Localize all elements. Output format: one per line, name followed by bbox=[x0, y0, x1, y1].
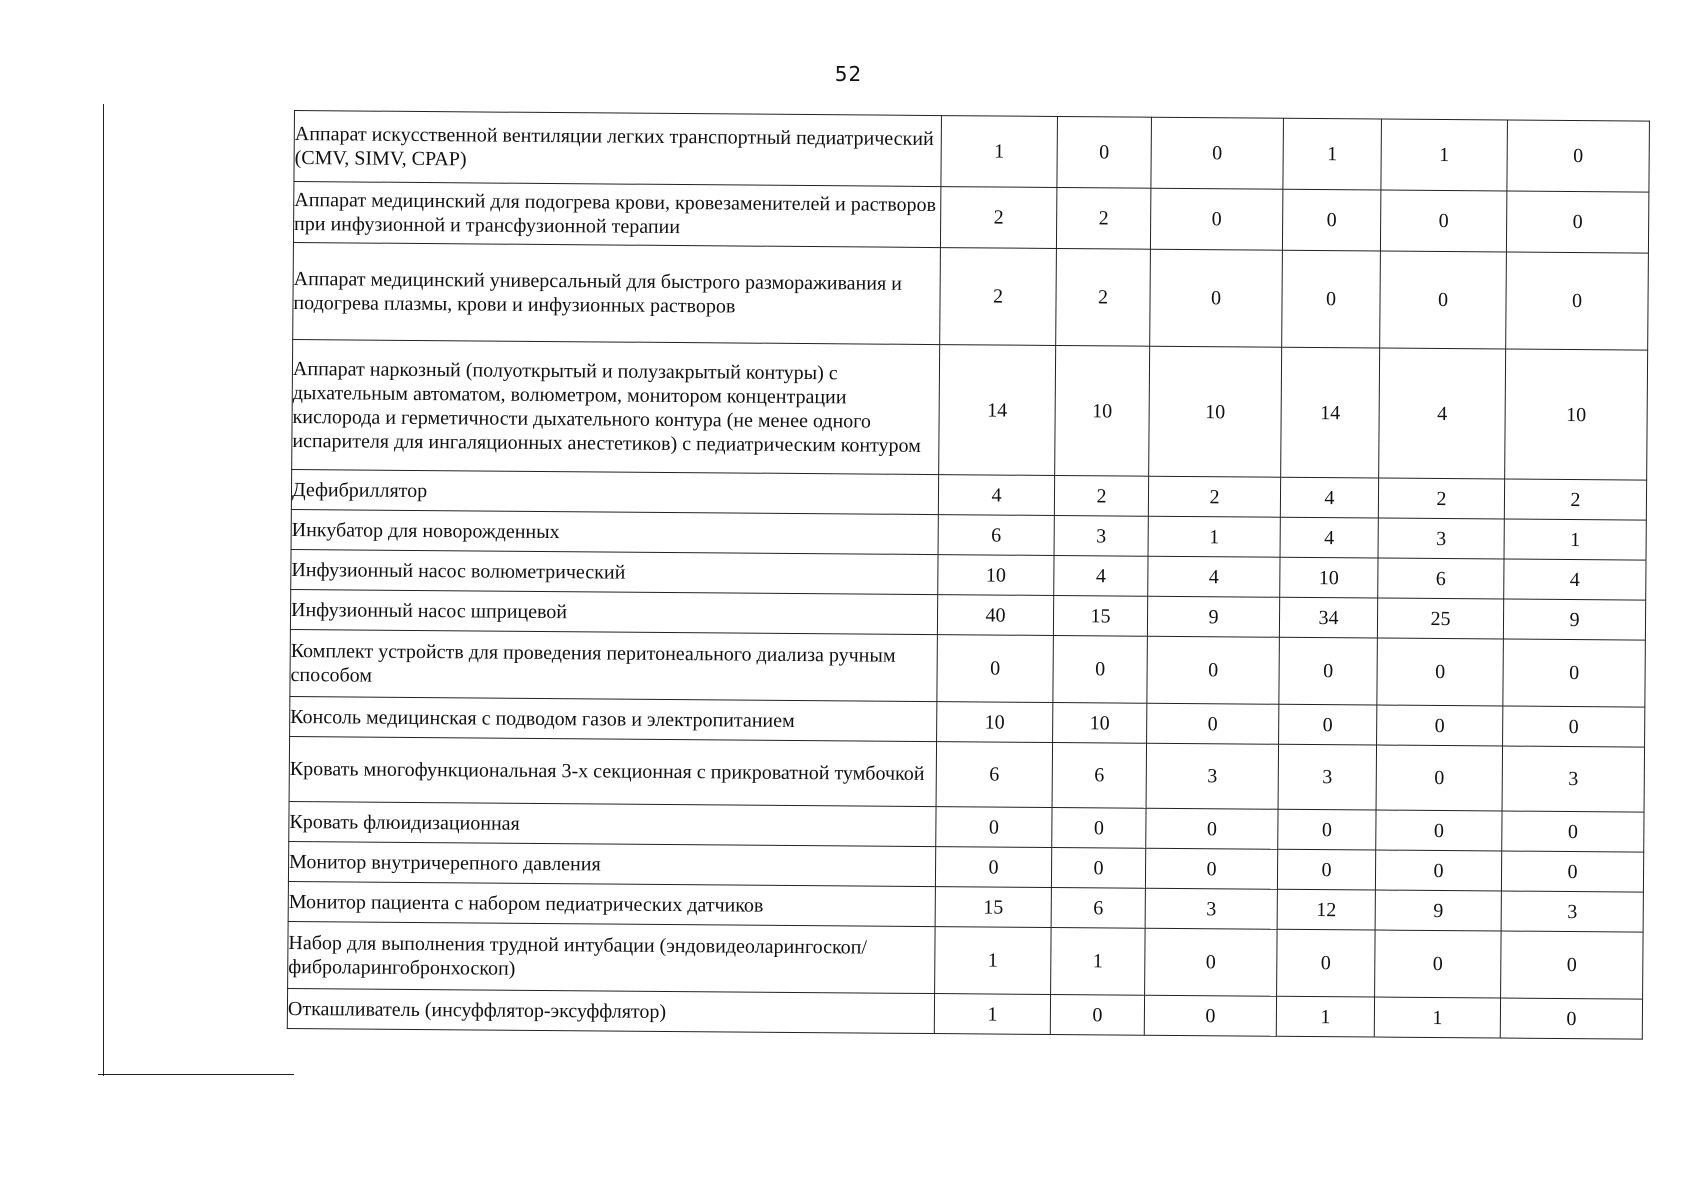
equipment-name-cell: Консоль медицинская с подводом газов и электропитанием bbox=[290, 696, 937, 741]
quantity-cell: 6 bbox=[1052, 742, 1147, 808]
quantity-cell: 1 bbox=[1283, 118, 1382, 190]
quantity-cell: 12 bbox=[1277, 889, 1375, 930]
quantity-cell: 2 bbox=[1056, 248, 1151, 346]
quantity-cell: 0 bbox=[1502, 811, 1644, 852]
left-column-bottom-border bbox=[98, 1074, 294, 1075]
quantity-cell: 4 bbox=[1504, 559, 1646, 600]
quantity-cell: 10 bbox=[938, 555, 1054, 596]
quantity-cell: 2 bbox=[1378, 478, 1504, 519]
quantity-cell: 15 bbox=[1053, 595, 1147, 636]
quantity-cell: 0 bbox=[1050, 994, 1144, 1035]
quantity-cell: 4 bbox=[1054, 555, 1148, 596]
quantity-cell: 2 bbox=[940, 248, 1057, 346]
equipment-name-cell: Аппарат искусственной вентиляции легких транспортный педиатрический (CMV, SIMV, CPAP) bbox=[294, 111, 942, 187]
quantity-cell: 0 bbox=[1052, 807, 1146, 848]
table-row bbox=[290, 629, 1645, 707]
equipment-name-cell: Инфузионный насос шприцевой bbox=[290, 589, 937, 634]
table-row bbox=[294, 111, 1650, 193]
quantity-cell: 0 bbox=[935, 847, 1051, 888]
quantity-cell: 0 bbox=[1380, 190, 1506, 252]
quantity-cell: 1 bbox=[1504, 519, 1646, 560]
quantity-cell: 0 bbox=[1377, 638, 1504, 706]
equipment-name-cell: Кровать многофункциональная 3-х секционная с прикроватной тумбочкой bbox=[289, 736, 936, 806]
quantity-cell: 0 bbox=[1146, 808, 1278, 849]
quantity-cell: 0 bbox=[1150, 249, 1283, 347]
quantity-cell: 0 bbox=[1278, 809, 1376, 850]
quantity-cell: 6 bbox=[1378, 558, 1504, 599]
equipment-name-cell: Аппарат медицинский для подогрева крови, кровезаменителей и растворов при инфузионной и трансфузионной терапии bbox=[293, 182, 940, 248]
quantity-cell: 0 bbox=[1375, 850, 1501, 891]
quantity-cell: 3 bbox=[1378, 518, 1504, 559]
equipment-name-cell: Комплект устройств для проведения перитонеального диализа ручным способом bbox=[290, 629, 938, 701]
equipment-name-cell: Инкубатор для новорожденных bbox=[291, 509, 938, 554]
quantity-cell: 0 bbox=[1150, 188, 1282, 250]
quantity-cell: 0 bbox=[1501, 931, 1644, 999]
quantity-cell: 10 bbox=[1055, 345, 1150, 476]
quantity-cell: 10 bbox=[1149, 346, 1282, 477]
quantity-cell: 10 bbox=[1280, 557, 1378, 598]
quantity-cell: 0 bbox=[1376, 810, 1502, 851]
quantity-cell: 1 bbox=[1276, 996, 1374, 1037]
quantity-cell: 15 bbox=[935, 887, 1051, 928]
quantity-cell: 0 bbox=[1506, 252, 1649, 350]
quantity-cell: 14 bbox=[939, 345, 1056, 476]
equipment-name-cell: Набор для выполнения трудной интубации (эндовидеоларингоскоп/фиброларингобронхоскоп) bbox=[288, 921, 936, 993]
quantity-cell: 0 bbox=[1051, 847, 1145, 888]
quantity-cell: 10 bbox=[1505, 349, 1648, 480]
quantity-cell: 0 bbox=[1500, 998, 1642, 1039]
quantity-cell: 4 bbox=[938, 475, 1054, 516]
quantity-cell: 3 bbox=[1278, 744, 1377, 810]
quantity-cell: 0 bbox=[1151, 117, 1284, 189]
quantity-cell: 1 bbox=[1374, 997, 1500, 1038]
quantity-cell: 10 bbox=[1053, 702, 1147, 743]
quantity-cell: 0 bbox=[1376, 745, 1503, 811]
quantity-cell: 0 bbox=[1145, 848, 1277, 889]
quantity-cell: 0 bbox=[1144, 995, 1276, 1036]
quantity-cell: 25 bbox=[1377, 598, 1503, 639]
quantity-cell: 2 bbox=[940, 187, 1056, 249]
quantity-cell: 6 bbox=[938, 515, 1054, 556]
quantity-cell: 0 bbox=[936, 807, 1052, 848]
quantity-cell: 0 bbox=[1507, 120, 1650, 192]
quantity-cell: 34 bbox=[1279, 597, 1377, 638]
table-row bbox=[293, 182, 1648, 254]
quantity-cell: 0 bbox=[1380, 251, 1507, 349]
quantity-cell: 3 bbox=[1501, 891, 1643, 932]
quantity-cell: 9 bbox=[1503, 599, 1645, 640]
quantity-cell: 0 bbox=[1375, 930, 1502, 998]
page-number: 52 bbox=[834, 62, 863, 86]
quantity-cell: 1 bbox=[935, 927, 1052, 995]
quantity-cell: 3 bbox=[1502, 746, 1645, 812]
quantity-cell: 0 bbox=[1147, 703, 1279, 744]
equipment-table-body bbox=[287, 111, 1649, 1040]
quantity-cell: 4 bbox=[1280, 477, 1378, 518]
equipment-name-cell: Аппарат медицинский универсальный для быстрого размораживания и подогрева плазмы, крови и инфузионных растворов bbox=[293, 242, 941, 344]
quantity-cell: 0 bbox=[1277, 929, 1376, 997]
quantity-cell: 0 bbox=[1282, 250, 1381, 348]
quantity-cell: 14 bbox=[1281, 347, 1380, 478]
quantity-cell: 1 bbox=[1051, 927, 1146, 995]
table-row bbox=[292, 339, 1648, 480]
quantity-cell: 6 bbox=[936, 742, 1053, 808]
equipment-table-wrapper bbox=[287, 110, 1649, 1040]
quantity-cell: 0 bbox=[1277, 849, 1375, 890]
equipment-name-cell: Кровать флюидизационная bbox=[289, 801, 936, 846]
quantity-cell: 4 bbox=[1280, 517, 1378, 558]
quantity-cell: 0 bbox=[1147, 636, 1280, 704]
quantity-cell: 3 bbox=[1145, 888, 1277, 929]
equipment-name-cell: Монитор внутричерепного давления bbox=[288, 841, 935, 886]
quantity-cell: 10 bbox=[937, 702, 1053, 743]
quantity-cell: 0 bbox=[1282, 189, 1380, 251]
quantity-cell: 2 bbox=[1504, 479, 1646, 520]
quantity-cell: 0 bbox=[1053, 635, 1148, 703]
quantity-cell: 0 bbox=[1503, 706, 1645, 747]
quantity-cell: 0 bbox=[1279, 704, 1377, 745]
quantity-cell: 2 bbox=[1054, 475, 1148, 516]
quantity-cell: 2 bbox=[1148, 476, 1280, 517]
quantity-cell: 0 bbox=[1279, 637, 1378, 705]
quantity-cell: 3 bbox=[1054, 515, 1148, 556]
quantity-cell: 6 bbox=[1051, 887, 1145, 928]
table-row bbox=[289, 736, 1644, 812]
quantity-cell: 0 bbox=[1503, 639, 1646, 707]
quantity-cell: 4 bbox=[1379, 348, 1506, 479]
quantity-cell: 9 bbox=[1375, 890, 1501, 931]
quantity-cell: 1 bbox=[1148, 516, 1280, 557]
quantity-cell: 0 bbox=[1057, 116, 1152, 188]
table-row bbox=[288, 921, 1643, 999]
quantity-cell: 0 bbox=[1506, 191, 1648, 253]
quantity-cell: 0 bbox=[937, 635, 1054, 703]
quantity-cell: 0 bbox=[1377, 705, 1503, 746]
quantity-cell: 3 bbox=[1146, 743, 1279, 809]
equipment-name-cell: Дефибриллятор bbox=[291, 469, 938, 514]
quantity-cell: 0 bbox=[1145, 928, 1278, 996]
quantity-cell: 4 bbox=[1148, 556, 1280, 597]
quantity-cell: 9 bbox=[1147, 596, 1279, 637]
equipment-table bbox=[287, 110, 1650, 1040]
table-row bbox=[293, 242, 1649, 350]
quantity-cell: 1 bbox=[941, 116, 1058, 188]
quantity-cell: 0 bbox=[1501, 851, 1643, 892]
quantity-cell: 40 bbox=[937, 595, 1053, 636]
equipment-name-cell: Аппарат наркозный (полуоткрытый и полузакрытый контуры) с дыхательным автоматом, волюметром, монитором концентрации кислорода и герметичности дыхательного контура (не менее одного испарителя для ингаляционных анестетиков) с педиатрическим контуром bbox=[292, 339, 940, 474]
equipment-name-cell: Откашливатель (инсуффлятор-эксуффлятор) bbox=[287, 988, 934, 1033]
quantity-cell: 1 bbox=[1381, 119, 1508, 191]
left-column-border bbox=[103, 104, 104, 1076]
equipment-name-cell: Монитор пациента с набором педиатрических датчиков bbox=[288, 881, 935, 926]
quantity-cell: 1 bbox=[934, 994, 1050, 1035]
equipment-name-cell: Инфузионный насос волюметрический bbox=[291, 549, 938, 594]
quantity-cell: 2 bbox=[1056, 187, 1150, 249]
